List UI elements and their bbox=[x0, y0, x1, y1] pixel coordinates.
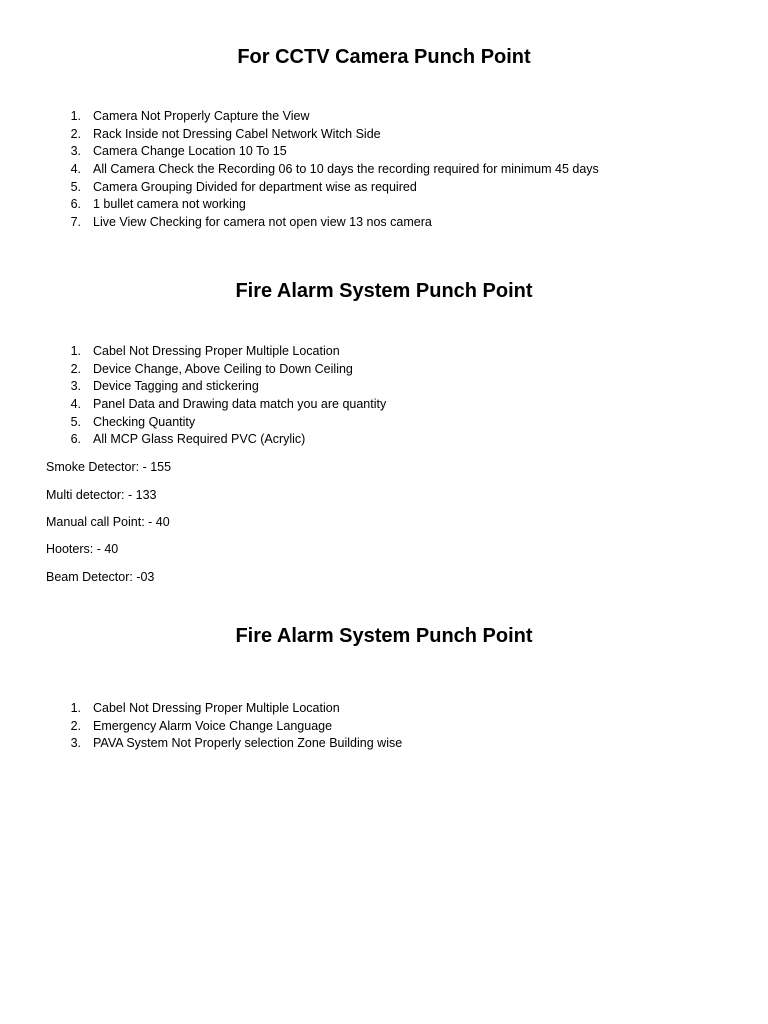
hooters-count: Hooters: - 40 bbox=[46, 542, 119, 556]
list-item-text: PAVA System Not Properly selection Zone Building wise bbox=[93, 736, 403, 751]
list-item-text: Panel Data and Drawing data match you are quantity bbox=[93, 397, 387, 412]
cctv-section-title: For CCTV Camera Punch Point bbox=[237, 46, 531, 68]
fire-alarm-section-title-2: Fire Alarm System Punch Point bbox=[235, 625, 533, 647]
list-item-text: Checking Quantity bbox=[93, 414, 196, 429]
list-number: 1. bbox=[70, 109, 81, 123]
list-number: 1. bbox=[70, 344, 81, 358]
list-item-text: Camera Grouping Divided for department wise as required bbox=[93, 179, 417, 194]
list-number: 5. bbox=[70, 414, 81, 429]
list-number: 3. bbox=[70, 379, 81, 394]
manual-call-point-count: Manual call Point: - 40 bbox=[46, 515, 170, 529]
list-item-text: All Camera Check the Recording 06 to 10 days the recording required for minimum 45 days bbox=[93, 162, 599, 177]
multi-detector-count: Multi detector: - 133 bbox=[46, 488, 157, 502]
list-number: 6. bbox=[70, 197, 81, 212]
list-item-text: Emergency Alarm Voice Change Language bbox=[93, 718, 333, 733]
list-number: 2. bbox=[70, 361, 81, 376]
list-item-text: Camera Not Properly Capture the View bbox=[93, 109, 310, 123]
list-number: 3. bbox=[70, 144, 81, 159]
list-number: 4. bbox=[70, 162, 81, 177]
beam-detector-count: Beam Detector: -03 bbox=[46, 570, 155, 584]
list-number: 6. bbox=[70, 432, 81, 447]
list-number: 5. bbox=[70, 179, 81, 194]
list-number: 4. bbox=[70, 397, 81, 412]
list-item-text: Cabel Not Dressing Proper Multiple Location bbox=[93, 344, 340, 358]
list-number: 7. bbox=[70, 215, 81, 230]
smoke-detector-count: Smoke Detector: - 155 bbox=[46, 460, 172, 474]
list-item-text: Device Tagging and stickering bbox=[93, 379, 259, 394]
fire-alarm-section-title: Fire Alarm System Punch Point bbox=[235, 280, 533, 302]
list-number: 1. bbox=[70, 701, 81, 715]
list-item-text: Camera Change Location 10 To 15 bbox=[93, 144, 287, 159]
list-number: 2. bbox=[70, 126, 81, 141]
list-item-text: Rack Inside not Dressing Cabel Network Witch Side bbox=[93, 126, 381, 141]
list-item-text: Device Change, Above Ceiling to Down Ceiling bbox=[93, 361, 353, 376]
list-number: 2. bbox=[70, 718, 81, 733]
list-item-text: 1 bullet camera not working bbox=[93, 197, 246, 212]
list-number: 3. bbox=[70, 736, 81, 751]
list-item-text: All MCP Glass Required PVC (Acrylic) bbox=[93, 432, 306, 447]
list-item-text: Live View Checking for camera not open view 13 nos camera bbox=[93, 215, 432, 230]
list-item-text: Cabel Not Dressing Proper Multiple Location bbox=[93, 701, 340, 715]
